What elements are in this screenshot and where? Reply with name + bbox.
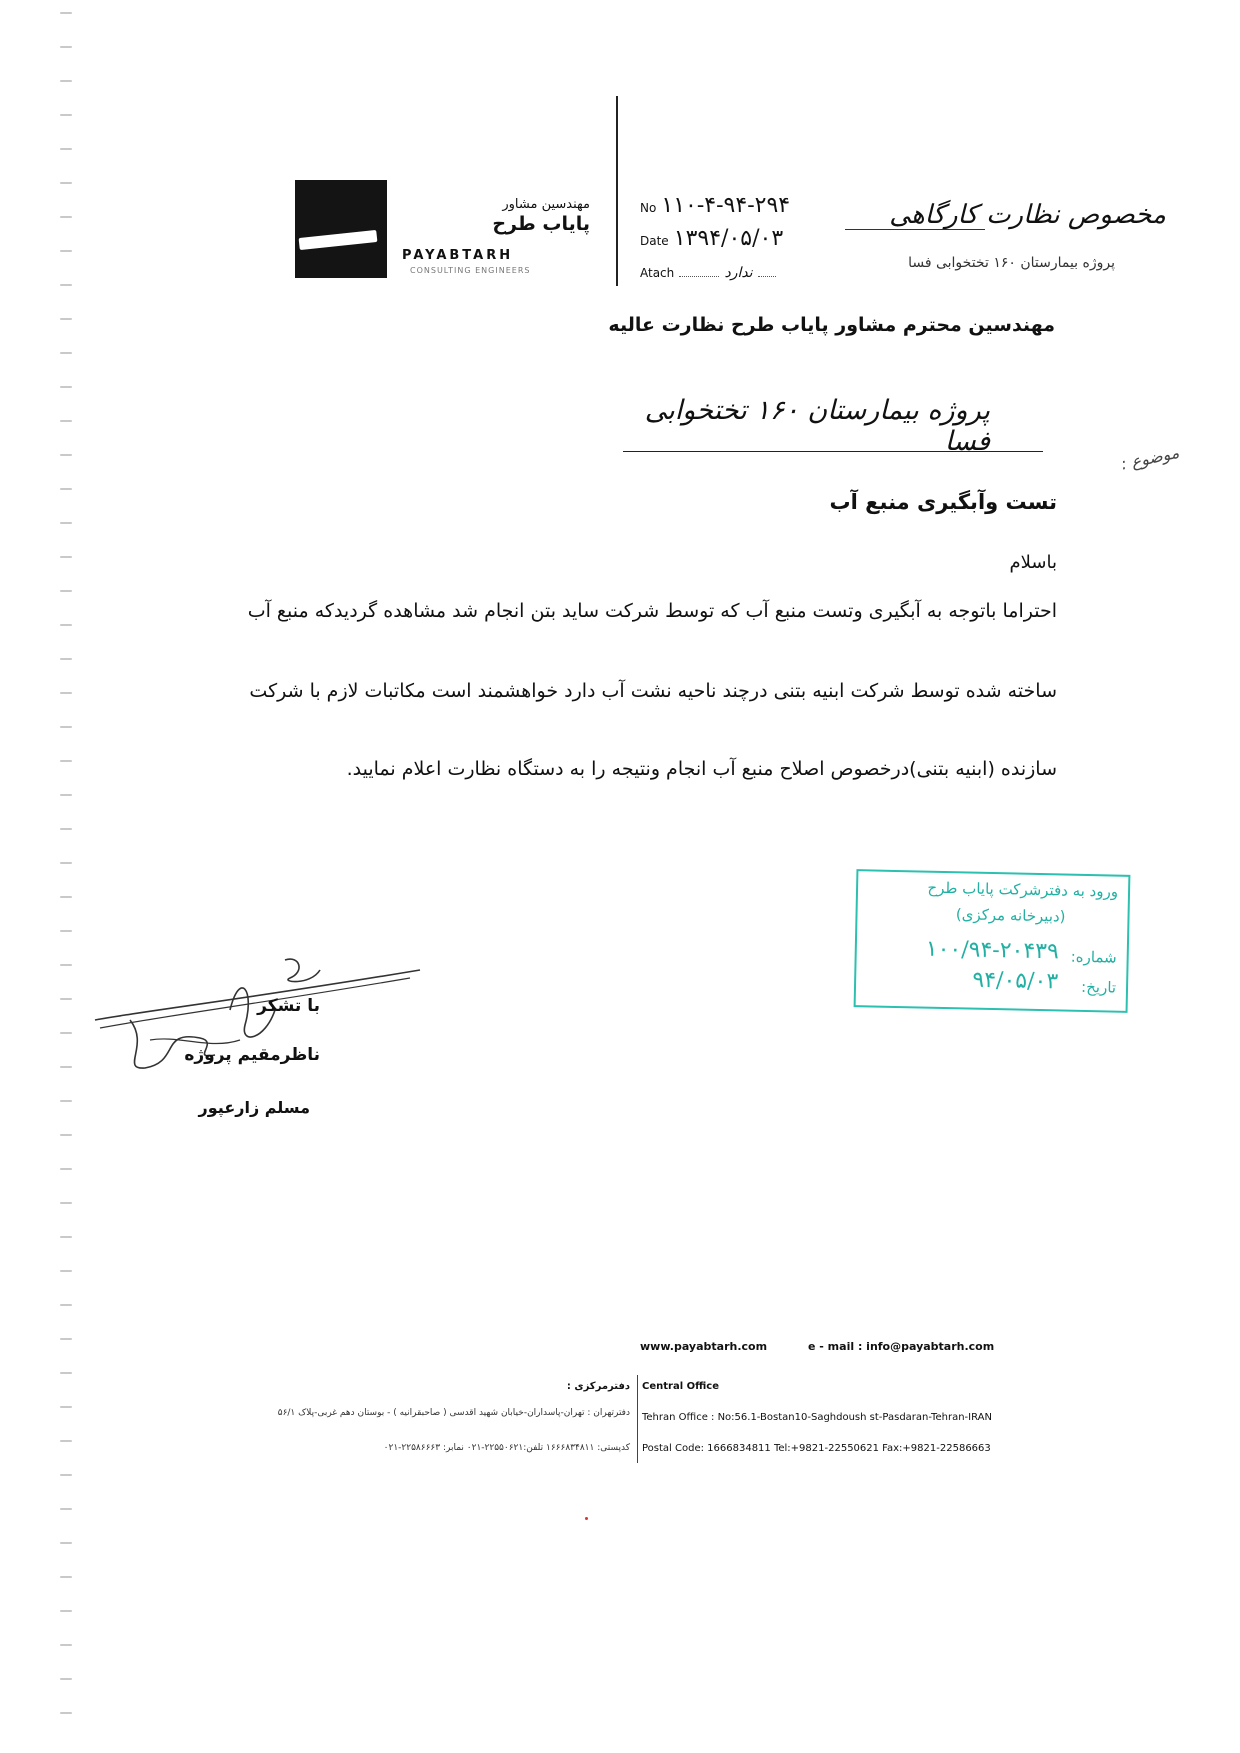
attach-label: Atach	[640, 266, 675, 280]
stamp-date-value: ۹۴/۰۵/۰۳	[972, 967, 1059, 995]
footer-contact-en: Postal Code: 1666834811 Tel:+9821-22550621 Fax:+9821-22586663	[642, 1443, 991, 1454]
footer-contact-fa: کدپستی: ۱۶۶۶۸۳۴۸۱۱ تلفن:۲۲۵۵۰۶۲۱-۰۲۱ نمابر: ۲۲۵۸۶۶۶۳-۰۲۱	[383, 1443, 630, 1453]
footer-divider	[637, 1375, 638, 1463]
letter-body-line: ساخته شده توسط شرکت ابنیه بتنی درچند ناحیه نشت آب دارد خواهشمند است مکاتبات لازم با شرکت	[249, 680, 1057, 702]
handwritten-underline	[845, 229, 985, 230]
header-project-name: پروژه بیمارستان ۱۶۰ تختخوابی فسا	[908, 255, 1115, 271]
letter-subject: تست وآبگیری منبع آب	[829, 490, 1057, 514]
letter-number-field	[640, 193, 790, 218]
subject-label: موضوع :	[1119, 442, 1181, 474]
stamp-number-label: شماره:	[1070, 947, 1117, 967]
date-label: Date	[640, 234, 669, 248]
footer-email: e - mail : info@payabtarh.com	[808, 1340, 995, 1353]
number-value: ۱۱۰-۴-۹۴-۲۹۴	[661, 193, 791, 218]
closing-thanks: با تشکر	[257, 996, 320, 1016]
footer-tehran-office-fa: دفترتهران : تهران-پاسداران-خیابان شهید اقدسی ( صاحبقرانیه ) - بوستان دهم غربی-پلاک ۵۶/۱	[277, 1408, 630, 1418]
stamp-date-label: تاریخ:	[1080, 977, 1117, 997]
footer-central-office-fa: دفترمرکزی :	[566, 1381, 630, 1392]
signer-role: ناظرمقیم پروژه	[184, 1045, 320, 1065]
stamp-line-company: ورود به دفترشرکت پایاب طرح	[927, 878, 1119, 901]
logo-en-name: PAYABTARH	[402, 248, 514, 263]
letter-attach-field	[640, 262, 776, 281]
stamp-line-office: (دبیرخانه مرکزی)	[955, 905, 1066, 926]
letter-addressee: مهندسین محترم مشاور پایاب طرح نظارت عالیه	[608, 314, 1055, 336]
date-value: ۱۳۹۴/۰۵/۰۳	[673, 226, 784, 251]
attach-value: ندارد	[724, 265, 753, 281]
letter-project-title: پروژه بیمارستان ۱۶۰ تختخوابی فسا	[644, 395, 990, 457]
binding-marks	[60, 0, 76, 1753]
stamp-number-value: ۱۰۰/۹۴-۲۰۴۳۹	[925, 936, 1060, 965]
footer-central-office-en: Central Office	[642, 1381, 719, 1392]
company-logo-mark	[295, 180, 387, 278]
signer-name: مسلم زارعپور	[198, 1098, 310, 1117]
letter-body-line: سازنده (ابنیه بتنی)درخصوص اصلاح منبع آب انجام ونتیجه را به دستگاه نظارت اعلام نمایید.	[346, 758, 1057, 780]
ink-spot	[585, 1517, 588, 1520]
project-underline	[623, 451, 1043, 452]
letter-greeting: باسلام	[1009, 552, 1057, 573]
letter-date-field	[640, 226, 783, 251]
footer-website: www.payabtarh.com	[640, 1340, 768, 1353]
letter-body-line: احتراما باتوجه به آبگیری وتست منبع آب که توسط شرکت ساید بتن انجام شد مشاهده گردیدکه منبع آب	[247, 600, 1057, 622]
handwritten-header-title: مخصوص نظارت کارگاهی	[889, 200, 1166, 230]
received-stamp	[854, 869, 1131, 1013]
number-label: No	[640, 201, 657, 215]
footer-tehran-office-en: Tehran Office : No:56.1-Bostan10-Saghdoush st-Pasdaran-Tehran-IRAN	[642, 1412, 992, 1423]
logo-fa-subtitle: مهندسین مشاور	[502, 197, 590, 212]
logo-en-subtitle: CONSULTING ENGINEERS	[410, 266, 531, 275]
header-divider	[616, 96, 618, 286]
logo-fa-name: پایاب طرح	[492, 213, 590, 235]
